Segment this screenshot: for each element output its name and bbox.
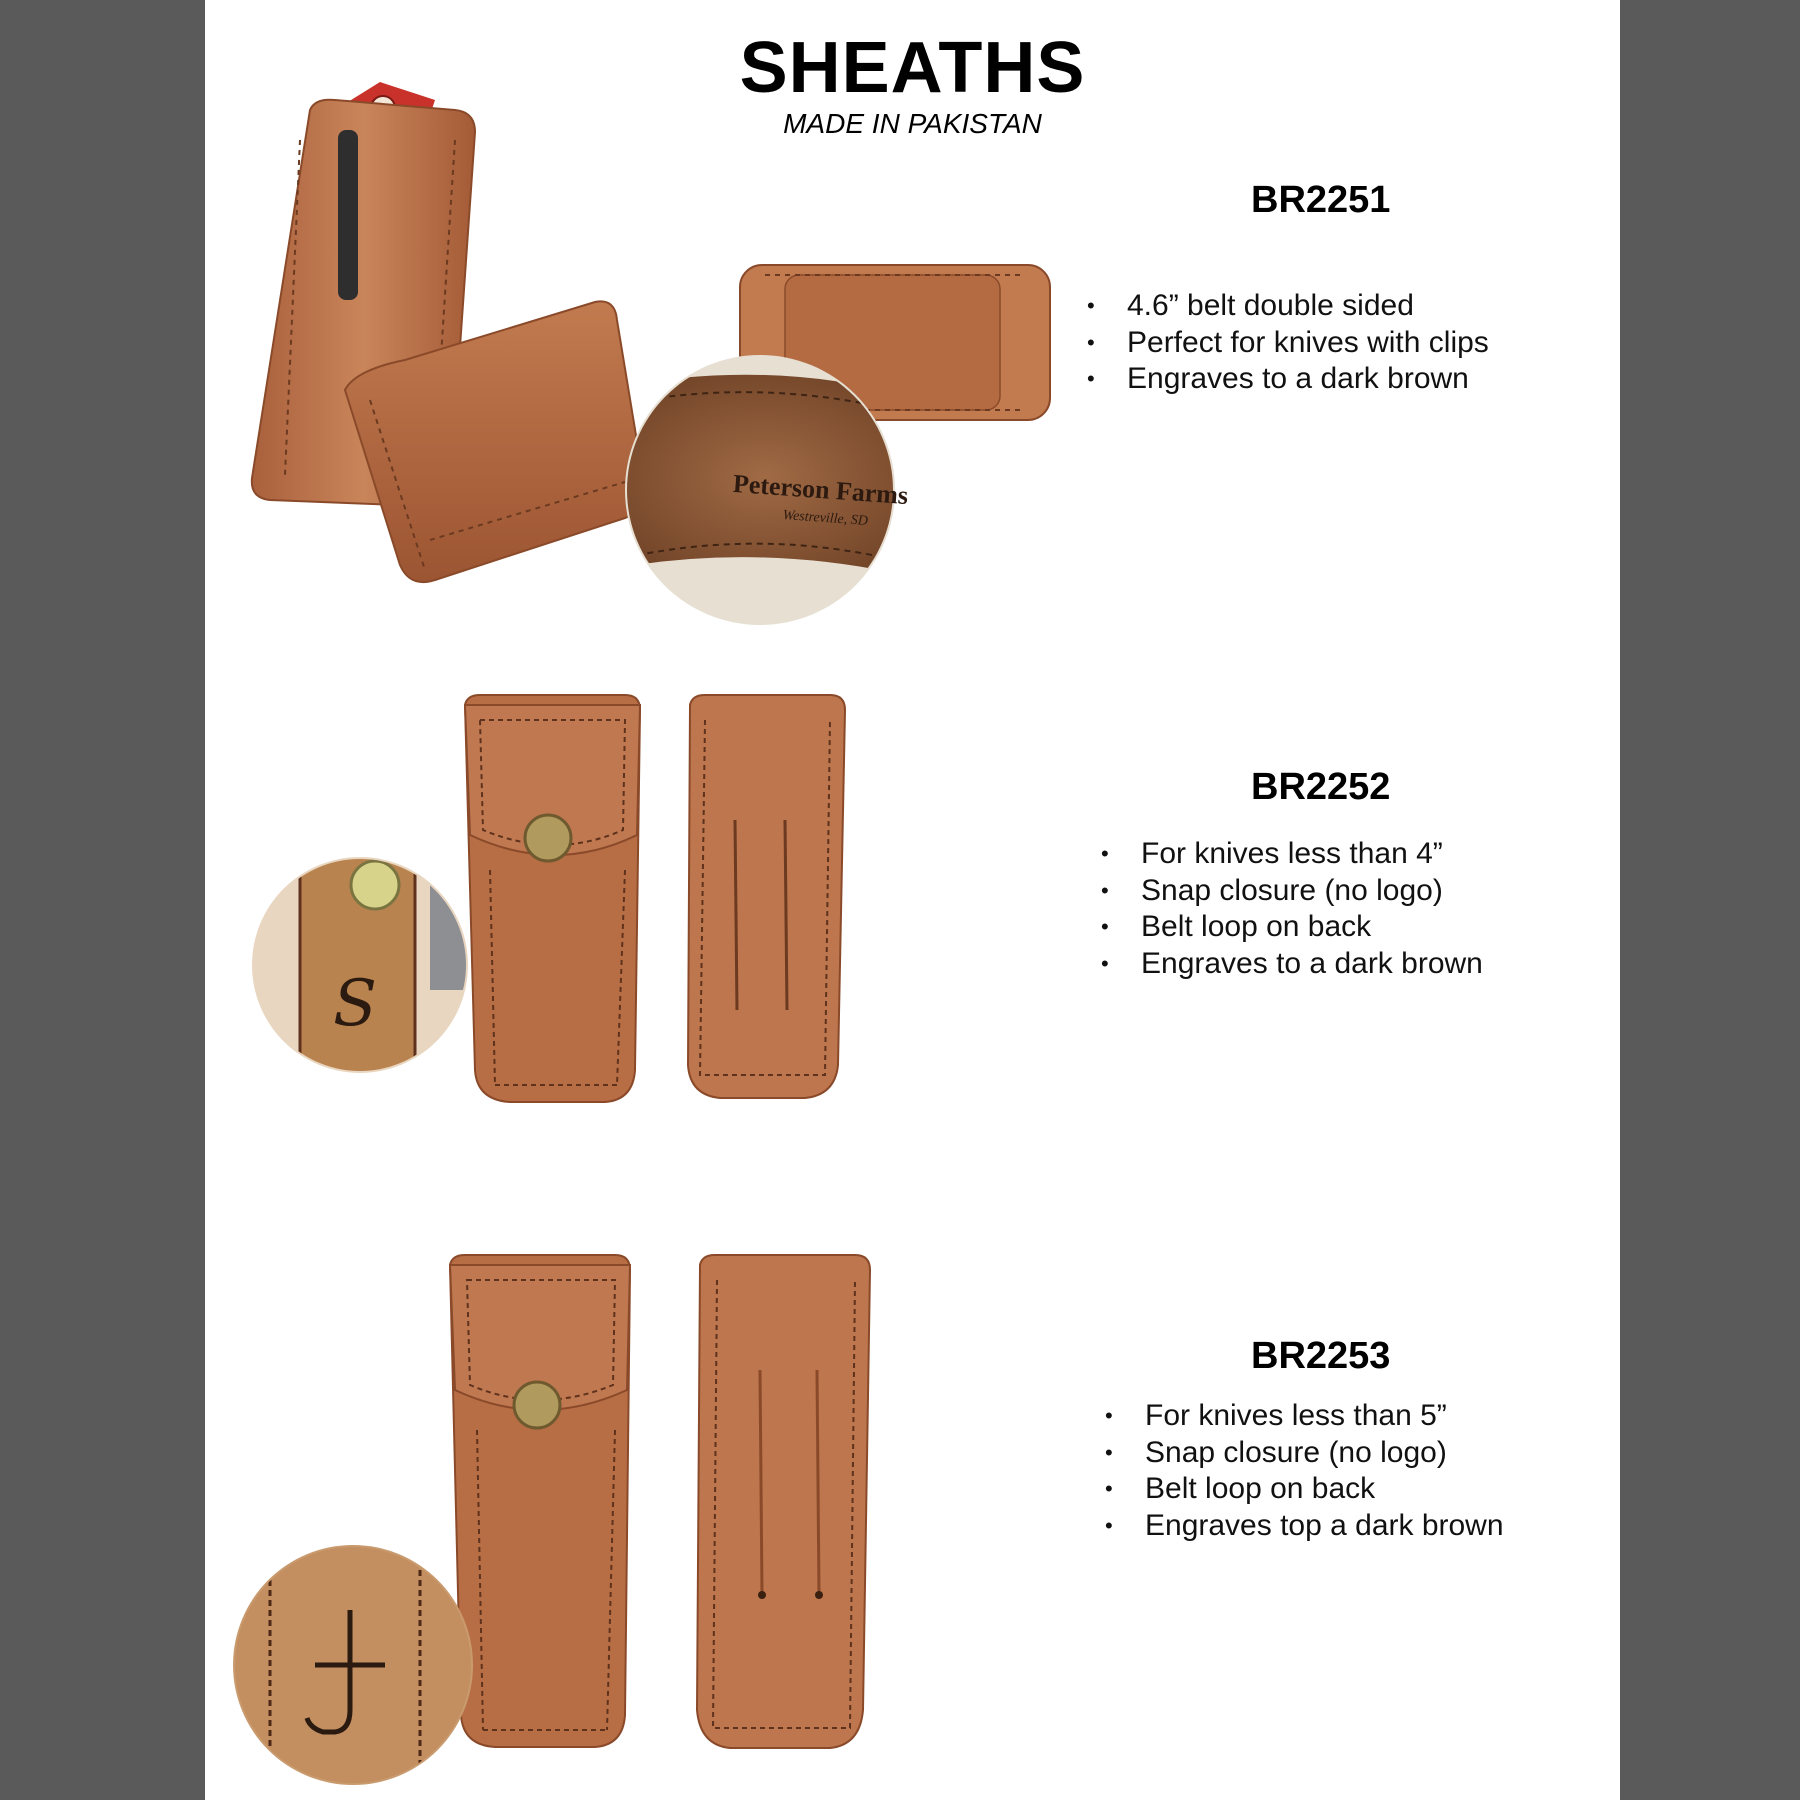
- list-item: • 4.6” belt double sided: [1087, 288, 1489, 325]
- list-item: • Belt loop on back: [1101, 909, 1483, 946]
- monogram-engraving: S: [333, 967, 377, 1041]
- page-title: SHEATHS: [739, 28, 1086, 108]
- catalog-page: [205, 0, 1620, 1800]
- br2252-feature-list: [1101, 836, 1483, 982]
- list-item: • Snap closure (no logo): [1105, 1435, 1504, 1472]
- back-sheath: [697, 1255, 870, 1748]
- br2251-feature-list: [1087, 288, 1489, 398]
- br2253-product-photo: [205, 1250, 965, 1790]
- list-item: • Engraves to a dark brown: [1101, 946, 1483, 983]
- list-item: • Belt loop on back: [1105, 1471, 1504, 1508]
- snap-button: [525, 815, 571, 861]
- back-sheath: [688, 695, 845, 1098]
- product-code-br2252: BR2252: [1251, 766, 1391, 808]
- list-item: • Engraves top a dark brown: [1105, 1508, 1504, 1545]
- br2252-product-photo: [205, 690, 965, 1110]
- page-subtitle: MADE IN PAKISTAN: [783, 108, 1042, 139]
- product-code-br2253: BR2253: [1251, 1335, 1391, 1377]
- product-code-br2251: BR2251: [1251, 179, 1391, 221]
- list-item: • Snap closure (no logo): [1101, 873, 1483, 910]
- br2251-product-photo: [205, 70, 965, 630]
- engraving-line-2: Westreville, SD: [782, 508, 869, 529]
- br2253-feature-list: [1105, 1398, 1504, 1544]
- snap-button: [514, 1382, 560, 1428]
- list-item: • For knives less than 4”: [1101, 836, 1483, 873]
- engraving-line-1: Peterson Farms: [732, 468, 910, 511]
- list-item: • Engraves to a dark brown: [1087, 361, 1489, 398]
- list-item: • For knives less than 5”: [1105, 1398, 1504, 1435]
- list-item: • Perfect for knives with clips: [1087, 325, 1489, 362]
